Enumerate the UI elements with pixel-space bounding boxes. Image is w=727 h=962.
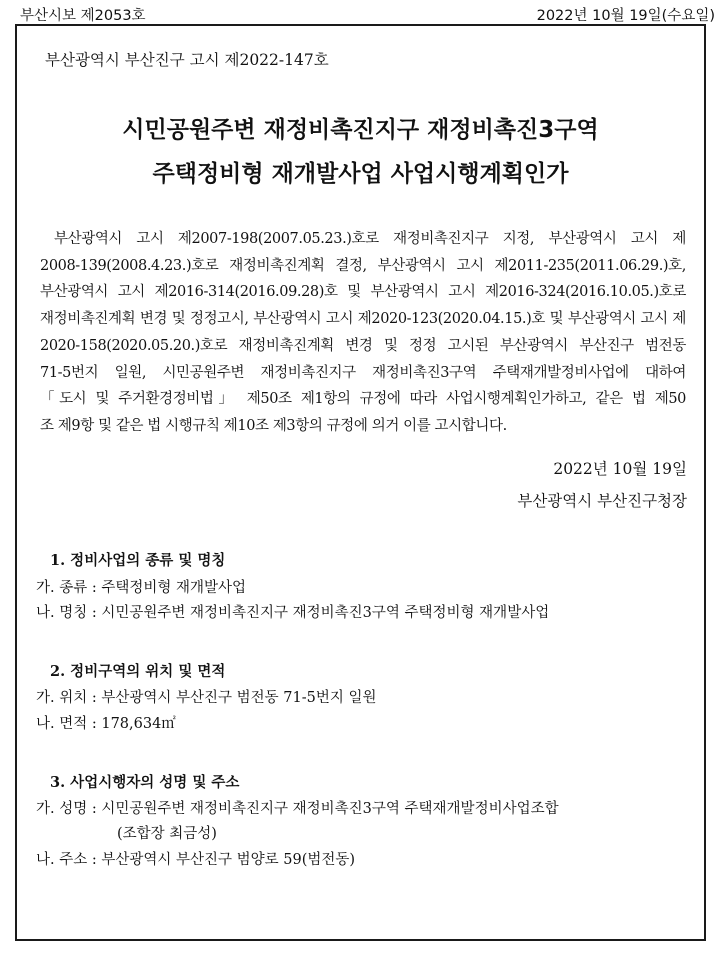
section-item: 나. 면적 : 178,634㎡ — [36, 716, 176, 732]
body-line: 2020-158(2020.05.20.)호로 재정비촉진계획 변경 및 정정 고시된 부산광역시 부산진구 범전동 — [40, 337, 686, 354]
section-item: 가. 성명 : 시민공원주변 재정비촉진지구 재정비촉진3구역 주택재개발정비사업조합 — [36, 801, 559, 817]
section-item: 나. 주소 : 부산광역시 부산진구 범양로 59(범전동) — [36, 852, 356, 868]
notice-body — [40, 226, 686, 440]
body-line: 조 제9항 및 같은 법 시행규칙 제10조 제3항의 규정에 의거 이를 고시합니다. — [40, 417, 507, 434]
section-item: 나. 명칭 : 시민공원주변 재정비촉진지구 재정비촉진3구역 주택정비형 재개발사업 — [36, 605, 550, 621]
section-heading: 1. 정비사업의 종류 및 명칭 — [50, 552, 226, 569]
section-item: 가. 종류 : 주택정비형 재개발사업 — [36, 580, 247, 596]
section-item: 가. 위치 : 부산광역시 부산진구 범전동 71-5번지 일원 — [36, 690, 377, 706]
section-heading: 2. 정비구역의 위치 및 면적 — [50, 663, 226, 680]
body-line: 「도시 및 주거환경정비법」 제50조 제1항의 규정에 따라 사업시행계획인가하고, 같은 법 제50 — [40, 391, 686, 408]
title-line-2: 주택정비형 재개발사업 사업시행계획인가 — [152, 161, 569, 187]
body-line: 71-5번지 일원, 시민공원주변 재정비촉진지구 재정비촉진3구역 주택재개발정비사업에 대하여 — [40, 364, 686, 381]
title-line-1: 시민공원주변 재정비촉진지구 재정비촉진3구역 — [122, 117, 599, 143]
body-line: 재정비촉진계획 변경 및 정정고시, 부산광역시 고시 제2020-123(2020.04.15.)호 및 부산광역시 고시 제 — [40, 311, 686, 328]
notice-number: 부산광역시 부산진구 고시 제2022-147호 — [45, 51, 329, 69]
gazette-date: 2022년 10월 19일(수요일) — [536, 8, 715, 24]
issuer-name: 부산광역시 부산진구청장 — [517, 492, 687, 510]
body-line: 부산광역시 고시 제2016-314(2016.09.28)호 및 부산광역시 고시 제2016-324(2016.10.05.)호로 — [40, 284, 686, 301]
gazette-issue: 부산시보 제2053호 — [20, 8, 146, 24]
section-item: (조합장 최금성) — [117, 826, 217, 842]
section-heading: 3. 사업시행자의 성명 및 주소 — [50, 774, 240, 791]
body-line: 부산광역시 고시 제2007-198(2007.05.23.)호로 재정비촉진지구 지정, 부산광역시 고시 제 — [54, 231, 686, 247]
notice-date: 2022년 10월 19일 — [553, 460, 687, 478]
body-line: 2008-139(2008.4.23.)호로 재정비촉진계획 결정, 부산광역시 고시 제2011-235(2011.06.29.)호, — [40, 257, 686, 274]
